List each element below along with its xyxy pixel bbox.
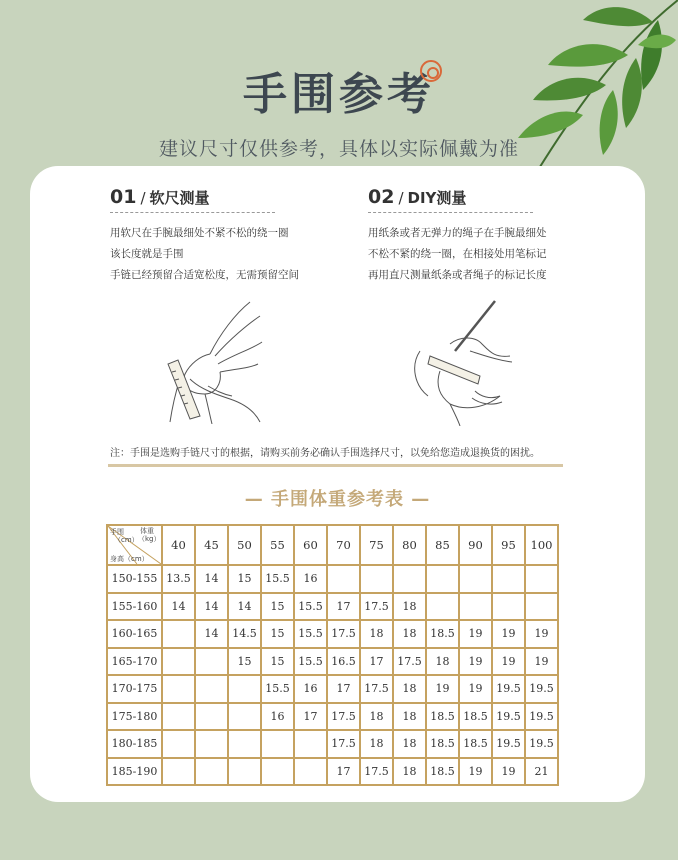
wrist-size-cell: 15: [261, 620, 294, 648]
wrist-size-cell: [162, 675, 195, 703]
height-range-cell: 180-185: [107, 730, 162, 758]
weight-header-cell: 50: [228, 525, 261, 565]
wrist-size-cell: 17: [327, 593, 360, 621]
corner-weight-unit: （kg）: [138, 535, 161, 543]
weight-header-cell: 70: [327, 525, 360, 565]
wrist-size-cell: 16: [261, 703, 294, 731]
page-subtitle: 建议尺寸仅供参考，具体以实际佩戴为准: [158, 138, 519, 160]
wrist-size-cell: 14: [228, 593, 261, 621]
step-title: 软尺测量: [149, 189, 210, 207]
wrist-size-cell: 19: [459, 675, 492, 703]
wrist-size-cell: 17.5: [360, 593, 393, 621]
weight-header-cell: 100: [525, 525, 558, 565]
wrist-size-cell: 14.5: [228, 620, 261, 648]
instruction-line: 该长度就是手围: [110, 248, 184, 260]
wrist-size-cell: 14: [195, 593, 228, 621]
wrist-size-cell: 19.5: [525, 675, 558, 703]
wrist-size-cell: 18: [393, 675, 426, 703]
wrist-size-cell: 15.5: [261, 675, 294, 703]
weight-header-cell: 80: [393, 525, 426, 565]
step-header: [368, 186, 547, 210]
wrist-size-cell: 19.5: [492, 675, 525, 703]
step-soft-ruler: [110, 186, 299, 286]
wrist-size-cell: [327, 565, 360, 593]
wrist-size-cell: [294, 730, 327, 758]
size-reference-table: [106, 524, 559, 786]
wrist-size-cell: [228, 675, 261, 703]
wrist-size-cell: 17.5: [360, 758, 393, 786]
weight-header-cell: 95: [492, 525, 525, 565]
wrist-size-cell: 16.5: [327, 648, 360, 676]
wrist-size-cell: [195, 730, 228, 758]
wrist-size-cell: [492, 593, 525, 621]
wrist-size-cell: 17: [327, 758, 360, 786]
wrist-size-cell: 15: [228, 648, 261, 676]
wrist-size-cell: [195, 758, 228, 786]
table-row: [107, 675, 558, 703]
wrist-size-cell: [294, 758, 327, 786]
wrist-size-cell: [228, 758, 261, 786]
wrist-size-cell: 18: [393, 730, 426, 758]
wrist-size-cell: 18: [393, 593, 426, 621]
table-title: — 手围体重参考表 —: [244, 489, 431, 510]
wrist-size-cell: [228, 703, 261, 731]
wrist-size-cell: 17: [294, 703, 327, 731]
corner-weight-label: 体重: [140, 527, 154, 535]
wrist-size-cell: [228, 730, 261, 758]
wrist-size-cell: 18: [393, 703, 426, 731]
height-range-cell: 160-165: [107, 620, 162, 648]
wrist-size-cell: 19: [459, 648, 492, 676]
wrist-size-cell: [162, 703, 195, 731]
instruction-line: 手链已经预留合适宽松度，无需预留空间: [110, 269, 299, 281]
corner-wrist-label: 手围: [110, 528, 124, 536]
wrist-size-cell: 14: [195, 565, 228, 593]
wrist-size-cell: 14: [162, 593, 195, 621]
table-row: [107, 703, 558, 731]
wrist-size-cell: 19.5: [492, 730, 525, 758]
wrist-size-cell: 15: [261, 593, 294, 621]
wrist-size-cell: 18.5: [426, 730, 459, 758]
instruction-line: 再用直尺测量纸条或者绳子的标记长度: [368, 269, 547, 281]
wrist-size-cell: [261, 730, 294, 758]
wrist-size-cell: [162, 730, 195, 758]
instruction-line: 用软尺在手腕最细处不紧不松的绕一圈: [110, 227, 289, 239]
weight-header-cell: 85: [426, 525, 459, 565]
wrist-size-cell: 19: [492, 620, 525, 648]
corner-wrist-unit: （cm）: [114, 536, 139, 544]
wrist-size-cell: 17.5: [327, 620, 360, 648]
wrist-size-cell: 18: [393, 758, 426, 786]
step-instructions: [110, 223, 299, 286]
wrist-size-cell: [195, 703, 228, 731]
wrist-size-cell: 18.5: [426, 758, 459, 786]
wrist-size-cell: 17.5: [327, 703, 360, 731]
wrist-size-cell: 21: [525, 758, 558, 786]
wrist-size-cell: 18: [360, 730, 393, 758]
table-row: [107, 758, 558, 786]
wrist-size-cell: 17.5: [360, 675, 393, 703]
wrist-size-cell: 15.5: [294, 648, 327, 676]
wrist-size-cell: [162, 758, 195, 786]
table-header-row: [107, 525, 558, 565]
wrist-size-cell: [393, 565, 426, 593]
step-header: [110, 186, 299, 210]
wrist-size-cell: [360, 565, 393, 593]
wrist-size-cell: [162, 620, 195, 648]
height-range-cell: 155-160: [107, 593, 162, 621]
wrist-size-cell: 19.5: [525, 730, 558, 758]
measurement-note: 注：手围是选购手链尺寸的根据，请购买前务必确认手围选择尺寸，以免给您造成退换货的困扰。: [110, 448, 540, 459]
wrist-size-cell: 19: [459, 620, 492, 648]
wrist-size-cell: 18.5: [459, 730, 492, 758]
step-title: DIY测量: [407, 189, 467, 207]
table-row: [107, 620, 558, 648]
wrist-size-cell: [261, 758, 294, 786]
wrist-size-cell: 13.5: [162, 565, 195, 593]
wrist-size-cell: 15: [228, 565, 261, 593]
wrist-size-cell: 19.5: [525, 703, 558, 731]
step-number: 01: [110, 186, 137, 208]
wrist-size-cell: 15.5: [294, 620, 327, 648]
wrist-size-cell: 19.5: [492, 703, 525, 731]
wrist-size-cell: [195, 648, 228, 676]
wrist-size-cell: 19: [525, 620, 558, 648]
wrist-size-cell: 15.5: [294, 593, 327, 621]
wrist-size-cell: 18: [360, 620, 393, 648]
wrist-size-cell: 17.5: [327, 730, 360, 758]
height-range-cell: 165-170: [107, 648, 162, 676]
step-diy: [368, 186, 547, 286]
wrist-size-cell: [195, 675, 228, 703]
step-number: 02: [368, 186, 395, 208]
table-row: [107, 593, 558, 621]
weight-header-cell: 75: [360, 525, 393, 565]
wrist-size-cell: 19: [459, 758, 492, 786]
wrist-size-cell: 18: [360, 703, 393, 731]
wrist-size-cell: 18.5: [459, 703, 492, 731]
wrist-size-cell: 18.5: [426, 620, 459, 648]
wrist-size-cell: [492, 565, 525, 593]
page-title: 手围参考: [243, 69, 435, 120]
wrist-size-cell: 15: [261, 648, 294, 676]
diy-string-hand-illustration: [400, 296, 540, 426]
wrist-size-cell: 16: [294, 565, 327, 593]
wrist-size-cell: 19: [426, 675, 459, 703]
wrist-size-cell: 14: [195, 620, 228, 648]
wrist-size-cell: 18: [393, 620, 426, 648]
size-table-wrapper: [106, 524, 559, 786]
soft-ruler-hand-illustration: [160, 294, 270, 424]
wrist-size-cell: 15.5: [261, 565, 294, 593]
step-instructions: [368, 223, 547, 286]
dashed-divider: [368, 212, 533, 213]
wrist-size-cell: [162, 648, 195, 676]
weight-header-cell: 40: [162, 525, 195, 565]
wrist-size-cell: 17: [360, 648, 393, 676]
wrist-size-cell: [459, 565, 492, 593]
instruction-line: 用纸条或者无弹力的绳子在手腕最细处: [368, 227, 547, 239]
dashed-divider: [110, 212, 275, 213]
height-range-cell: 170-175: [107, 675, 162, 703]
step-separator: /: [140, 189, 146, 207]
content-card: [30, 166, 645, 802]
table-corner-cell: [107, 525, 162, 565]
wrist-size-cell: 18: [426, 648, 459, 676]
step-separator: /: [398, 189, 404, 207]
wrist-size-cell: [426, 565, 459, 593]
table-row: [107, 648, 558, 676]
weight-header-cell: 90: [459, 525, 492, 565]
wrist-size-cell: 19: [492, 758, 525, 786]
wrist-size-cell: 19: [525, 648, 558, 676]
table-row: [107, 565, 558, 593]
wrist-size-cell: [459, 593, 492, 621]
height-range-cell: 175-180: [107, 703, 162, 731]
corner-height-label: 身高（cm）: [110, 555, 149, 563]
weight-header-cell: 60: [294, 525, 327, 565]
weight-header-cell: 55: [261, 525, 294, 565]
wrist-size-cell: 16: [294, 675, 327, 703]
wrist-size-cell: 18.5: [426, 703, 459, 731]
note-divider: [108, 464, 563, 467]
wrist-size-cell: [426, 593, 459, 621]
wrist-size-cell: [525, 565, 558, 593]
wrist-size-cell: 19: [492, 648, 525, 676]
wrist-size-cell: 17.5: [393, 648, 426, 676]
weight-header-cell: 45: [195, 525, 228, 565]
instruction-line: 不松不紧的绕一圈，在相接处用笔标记: [368, 248, 547, 260]
target-icon: [420, 60, 442, 82]
table-row: [107, 730, 558, 758]
wrist-size-cell: [525, 593, 558, 621]
height-range-cell: 150-155: [107, 565, 162, 593]
wrist-size-cell: 17: [327, 675, 360, 703]
height-range-cell: 185-190: [107, 758, 162, 786]
